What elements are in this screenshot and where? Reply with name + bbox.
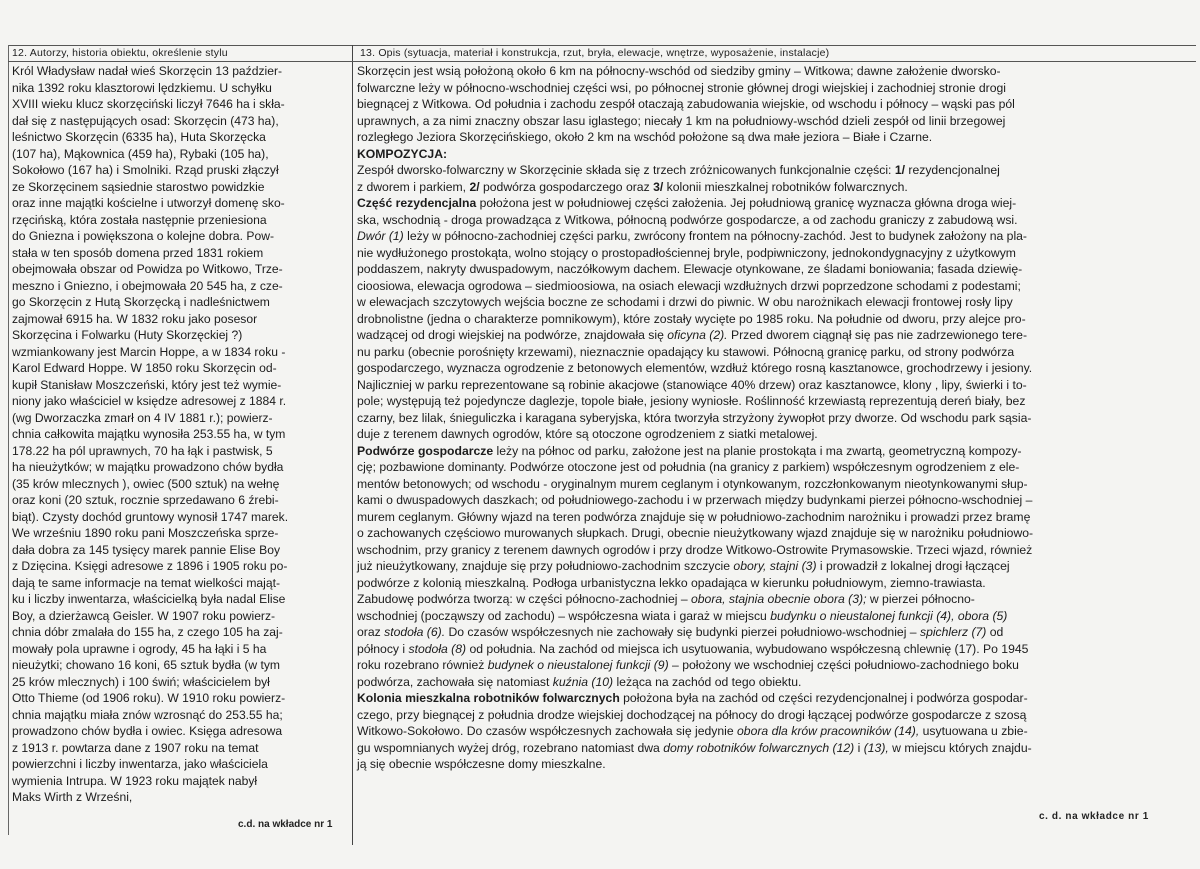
farmyard-line: cję; pozbawione dominanty. Podwórze otoczone jest od południa (na granicy z parkiem) współczesnym ogrodzeniem z ele- <box>357 460 1020 474</box>
history-line: rzęcińską, która została następnie przeniesiona <box>12 212 267 227</box>
farmyard-line: Zabudowę podwórza tworzą: w części północno-zachodniej – obora, stajnia obecnie obora (3); w pierzei północno- <box>357 592 975 606</box>
history-line: wzmiankowany jest Marcin Hoppe, a w 1834 roku - <box>12 344 286 359</box>
history-line: 178.22 ha pól uprawnych, 70 ha łąk i pastwisk, 5 <box>12 443 273 458</box>
farmyard-line: murem ceglanym. Główny wjazd na teren podwórza znajduje się w południowo-zachodnim narożniku i prowadzi przez bramę <box>357 509 1031 524</box>
history-line: dają te same informacje na temat wielkości mająt- <box>12 575 280 590</box>
farmyard-line: oraz stodoła (6). Do czasów współczesnych nie zachowały się budynki pierzei południowo-wschodniej – spichlerz (7) od <box>357 625 1004 639</box>
history-line: Król Władysław nadał wieś Skorzęcin 13 paździer- <box>12 64 283 78</box>
residential-line: cioosiowa, elewacja ogrodowa – siedmioosiowa, na osiach elewacji wzdłużnych drzwi poprzedzone schodami z podestami; <box>357 278 1021 293</box>
workers-colony-section <box>357 690 1183 773</box>
colony-heading: Kolonia mieszkalna robotników folwarcznych <box>357 691 620 705</box>
section-13-header: 13. Opis (sytuacja, materiał i konstrukcja, rzut, bryła, elewacje, wnętrze, wyposażenie, instalacje) <box>360 47 830 59</box>
history-line: dała dobra za 145 tysięcy marek pannie Elise Boy <box>12 542 281 557</box>
residential-line: w elewacjach szczytowych wejścia boczne ze schodami i drzwi do piwnic. W obu narożnikach elewacji frontowej rosły lipy <box>357 295 1013 309</box>
history-line: ku i liczby inwentarza, właścicielką była nadal Elise <box>12 592 286 606</box>
residential-section <box>357 195 1183 443</box>
intro-line: biegnącej z Witkowa. Od południa i zachodu zespół otaczają zabudowania wiejskie, od wschodu i północy – wąski pas pól <box>357 97 1015 111</box>
history-line: prowadzono chów bydła i owiec. Księga adresowa <box>12 724 283 738</box>
colony-line: Kolonia mieszkalna robotników folwarcznych położona była na zachód od części rezydencjonalnej i podwórza gospodar- <box>357 691 1028 705</box>
history-line: biąt). Czysty dochód gruntowy wynosił 1747 marek. <box>12 509 289 524</box>
colony-line: ją się obecnie współczesne domy mieszkalne. <box>357 757 606 771</box>
history-line: Sokołowo (167 ha) i Smolniki. Rząd pruski złączył <box>12 163 279 177</box>
history-line: powierzchni i liczby inwentarza, jako właściciela <box>12 757 268 771</box>
residential-line: nie wydłużonego prostokąta, wolno stojący o prostopadłościennej bryle, podpiwniczony, jednokondygnacyjny z użytkowym <box>357 245 1016 260</box>
farmyard-line: północy i stodoła (8) od południa. Na zachód od miejsca ich usytuowania, wybudowano współczesną chlewnię (17). Po 1945 <box>357 641 1029 656</box>
residential-heading: Część rezydencjalna <box>357 196 477 210</box>
history-line: Skorzęcina i Folwarku (Huty Skorzęckiej ?) <box>12 328 243 342</box>
history-line: meszno i Gniezno, i obejmowała 20 545 ha, z cze- <box>12 278 283 293</box>
description-column <box>357 63 1183 773</box>
history-line: do Gniezna i powiększona o kolejne dobra. Pow- <box>12 229 274 243</box>
history-line: Otto Thieme (od 1906 roku). W 1910 roku powierz- <box>12 691 286 705</box>
intro-line: uprawnych, a za nimi znaczny obszar lasu iglastego; niecały 1 km na południowy-wschód dzieli zespół od linii brzegowej <box>357 113 1006 128</box>
left-rule <box>8 45 9 835</box>
farmyard-heading: Podwórze gospodarcze <box>357 443 494 458</box>
farmyard-line: roku rozebrano również budynek o nieustalonej funkcji (9) – położony we wschodniej części południowo-zachodniego boku <box>357 658 1019 672</box>
residential-line: duje z terenem dawnych ogrodów, które są otoczone ogrodzeniem z siatki metalowej. <box>357 427 818 441</box>
colony-line: czego, przy biegnącej z południa drodze wiejskiej dochodzącej na północy do drogi łączącej podwórze gospodarcze z szosą <box>357 707 1027 722</box>
section-12-header-rule <box>8 61 352 62</box>
history-line: z Dzięcina. Księgi adresowe z 1896 i 1905 roku po- <box>12 559 288 573</box>
history-line: zajmował 6915 ha. W 1832 roku jako posesor <box>12 311 258 326</box>
history-line: (35 krów mlecznych ), owiec (500 sztuk) na wełnę <box>12 476 280 491</box>
residential-line: nu parku (obecnie porośnięty krzewami), nieznacznie opadający ku stawowi. Północną granicę parku, od strony podwórza <box>357 344 1015 359</box>
column-divider <box>352 45 353 845</box>
colony-line: Witkowo-Sokołowo. Do czasów współczesnych zachowała się jedynie obora dla krów pracowników (14), usytuowana u zbie- <box>357 724 1028 738</box>
farmyard-section <box>357 443 1183 691</box>
intro-paragraph <box>357 63 1183 146</box>
farmyard-line: o zachowanych częściowo murowanych słupkach. Drugi, obecnie nieużytkowany wjazd znajduje się w narożniku południowo- <box>357 526 1034 540</box>
farmyard-line: podwórze z kolonią mieszkalną. Podłoga urbanistyczna lekko opadająca w kierunku południowym, ziemno-trawiasta. <box>357 575 986 590</box>
intro-line: Skorzęcin jest wsią położoną około 6 km na północny-wschód od siedziby gminy – Witkowa; dawne założenie dworsko- <box>357 64 1001 78</box>
history-line: 25 krów mlecznych) i 100 świń; właścicielem był <box>12 674 270 689</box>
history-line: chnia dóbr zmalała do 155 ha, z czego 105 ha zaj- <box>12 625 283 639</box>
history-line: oraz koni (20 sztuk, rocznie sprzedawano 6 źrebi- <box>12 493 279 507</box>
history-line: Maks Wirth z Wrześni, <box>12 790 133 804</box>
farmyard-line: już nieużytkowany, znajduje się przy południowo-zachodnim szczycie obory, stajni (3) i prowadził z lokalnej drogi łączącej <box>357 559 1010 573</box>
history-line: nika 1392 roku klasztorowi lędzkiemu. U schyłku <box>12 80 272 95</box>
history-line: chnia majątku miała znów wzrosnąć do 253.55 ha; <box>12 707 283 722</box>
kompozycja-line: z dworem i parkiem, 2/ podwórza gospodarczego oraz 3/ kolonii mieszkalnej robotników folwarcznych. <box>357 179 908 194</box>
history-line: dał się z następujących osad: Skorzęcin (473 ha), <box>12 113 279 128</box>
farmyard-line: Podwórze gospodarcze leży na północ od parku, założone jest na planie prostokąta i ma zwartą, geometryczną kompozy- <box>357 443 1022 458</box>
colony-line: gu wspomnianych wyżej dróg, rozebrano natomiast dwa domy robotników folwarcznych (12) i (13), w miejscu których znajdu- <box>357 740 1032 755</box>
history-line: obejmowała obszar od Powidza po Witkowo, Trze- <box>12 262 283 276</box>
history-line: go Skorzęcin z Hutą Skorzęcką i nadleśnictwem <box>12 295 270 309</box>
history-line: niony jako właściciel w księdze adresowej z 1884 r. <box>12 394 287 408</box>
section-12-header: 12. Autorzy, historia obiektu, określenie stylu <box>12 47 228 59</box>
residential-line: czarny, bez lilak, śnieguliczka i karagana syberyjska, która tworzyła strzyżony żywopłot przy dworze. Od wschodu park sąsia- <box>357 410 1032 425</box>
farmyard-line: kami o dwuspadowych daszkach; od południowego-zachodu i w przerwach między budynkami pierzei północno-wschodniej – <box>357 493 1033 507</box>
section-13-header-rule <box>352 61 1196 62</box>
residential-line: drobnolistne (jedna o charakterze pomnikowym), które zostały wycięte po 1985 roku. Na południe od dworu, przy alejce pro- <box>357 311 1026 326</box>
history-line: XVIII wieku klucz skorzęciński liczył 7646 ha i skła- <box>12 97 285 111</box>
residential-line: ska, wschodnią - droga prowadząca z Witkowa, północną podwórze gospodarcze, a od zachodu graniczy z zabudową wsi. <box>357 212 1018 227</box>
history-line: mowały pola uprawne i ogrody, 45 ha łąki i 5 ha <box>12 641 267 656</box>
history-line: oraz inne majątki kościelne i utworzył domenę sko- <box>12 196 285 210</box>
continued-note-right: c. d. na wkładce nr 1 <box>1039 811 1149 822</box>
residential-line: gospodarczego, wyznacza ogrodzenie z betonowych elementów, wzdłuż którego rosną kasztanowce, grochodrzewy i jesiony. <box>357 361 1033 375</box>
farmyard-line: wschodnim, przy granicy z terenem dawnych ogrodów i przy drodze Witkowo-Ostrowite Prymasowskie. Trzeci wjazd, również <box>357 542 1033 557</box>
residential-line: pole; występują też pojedyncze daglezje, topole białe, jesiony wyniosłe. Roślinność krzewiastą reprezentują dereń biały, bez <box>357 394 1026 408</box>
history-line: Boy, a dzierżawcą Geisler. W 1907 roku powierz- <box>12 608 276 623</box>
history-line: z 1913 r. powtarza dane z 1907 roku na temat <box>12 740 259 755</box>
top-rule <box>8 45 1196 46</box>
residential-line: Dwór (1) leży w północno-zachodniej części parku, zwrócony frontem na północny-zachód. Jest to budynek założony na pla- <box>357 229 1027 243</box>
farmyard-line: podwórza, zachowała się natomiast kuźnia (10) leżąca na zachód od tego obiektu. <box>357 674 802 689</box>
residential-line: wadzącej od drogi wiejskiej na podwórze, znajdowała się oficyna (2). Przed dworem ciągnął się pas nie zadrzewionego tere- <box>357 328 1028 342</box>
farmyard-line: mentów betonowych; od wschodu - oryginalnym murem ceglanym i otynkowanym, rozczłonkowanym nieotynkowanymi słup- <box>357 476 1028 491</box>
history-column <box>12 63 350 806</box>
history-line: We wrześniu 1890 roku pani Moszczeńska sprze- <box>12 526 279 540</box>
residential-line: poddaszem, nakryty dwuspadowym, naczółkowym dachem. Elewacje otynkowane, ze śladami boniowania; fasada dziewię- <box>357 262 1023 276</box>
kompozycja-line: Zespół dworsko-folwarczny w Skorzęcinie składa się z trzech zróżnicowanych funkcjonalnie części: 1/ rezydencjonalnej <box>357 163 1000 177</box>
history-line: chnia całkowita majątku wynosiła 253.55 ha, w tym <box>12 427 286 441</box>
history-line: (107 ha), Mąkownica (459 ha), Rybaki (105 ha), <box>12 146 269 161</box>
history-line: ze Skorzęcinem sąsiednie starostwo powidzkie <box>12 179 265 194</box>
history-line: ha nieużytków; w majątku prowadzono chów bydła <box>12 460 284 474</box>
intro-line: rozległego Jeziora Skorzęcińskiego, około 2 km na wschód położone są dwa małe jeziora – Białe i Czarne. <box>357 130 933 144</box>
intro-line: folwarczne leży w północno-wschodniej części wsi, po północnej stronie głównej drogi wiejskiej i zachodniej stronie drogi <box>357 80 1006 95</box>
history-line: stała w ten sposób domena przed 1831 rokiem <box>12 245 264 260</box>
residential-line: Najliczniej w parku reprezentowane są robinie akacjowe (stanowiące 40% drzew) oraz kasztanowce, klony , lipy, świerki i to- <box>357 377 1027 392</box>
history-line: wymienia Intrupa. W 1923 roku majątek nabył <box>12 773 258 788</box>
history-line: nieużytki; chowano 16 koni, 65 sztuk bydła (w tym <box>12 658 281 672</box>
continued-note-left: c.d. na wkładce nr 1 <box>238 819 333 830</box>
history-line: leśnictwo Skorzęcin (6335 ha), Huta Skorzęcka <box>12 130 266 144</box>
history-line: kupił Stanisław Moszczeński, który jest też wymie- <box>12 377 282 392</box>
farmyard-line: wschodniej (począwszy od zachodu) – współczesna wiata i garaż w miejscu budynku o nieustalonej funkcji (4), obora (5) <box>357 608 1008 623</box>
kompozycja-heading: KOMPOZYCJA: <box>357 146 448 161</box>
residential-line: Część rezydencjalna położona jest w południowej części założenia. Jej południową granicę wyznacza główna droga wiej- <box>357 196 1017 210</box>
history-line: (wg Dworzaczka zmarł on 4 IV 1881 r.); powierz- <box>12 410 273 425</box>
history-line: Karol Edward Hoppe. W 1850 roku Skorzęcin od- <box>12 361 277 375</box>
